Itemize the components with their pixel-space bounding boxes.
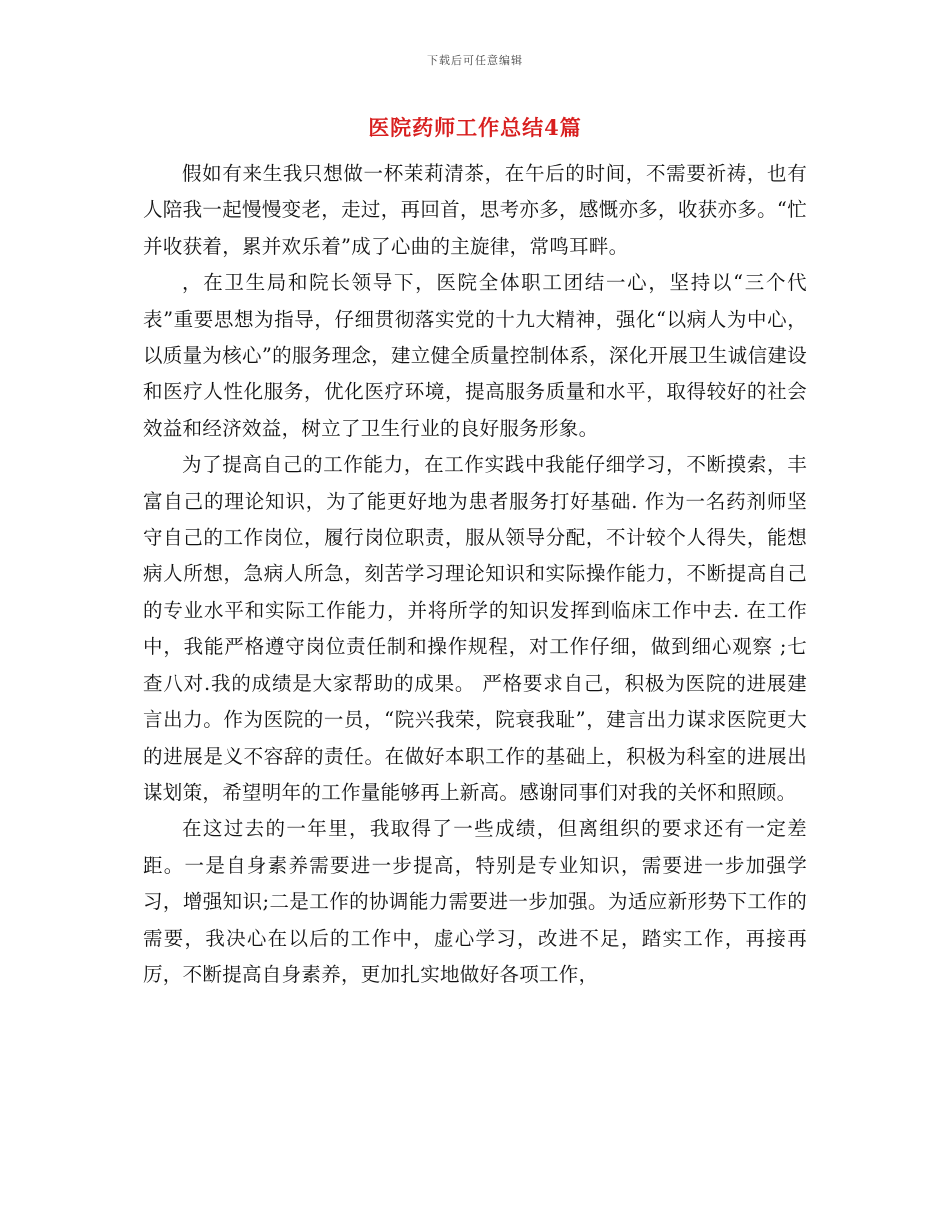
document-body	[143, 156, 807, 993]
document-title: 医院药师工作总结4篇	[368, 115, 582, 140]
paragraph-3: 为了提高自己的工作能力，在工作实践中我能仔细学习，不断摸索，丰富自己的理论知识，为了能更好地为患者服务打好基础. 作为一名药剂师坚守自己的工作岗位，履行岗位职责，服从领导分配，不计较个人得失，能想病人所想，急病人所急，刻苦学习理论知识和实际操作能力，不断提高自己的专业水平和实际工作能力，并将所学的知识发挥到临床工作中去. 在工作中，我能严格遵守岗位责任制和操作规程，对工作仔细，做到细心观察 ;七查八对.我的成绩是大家帮助的成果。 严格要求自己，积极为医院的进展建言出力。作为医院的一员，“院兴我荣，院衰我耻”，建言出力谋求医院更大的进展是义不容辞的责任。在做好本职工作的基础上，积极为科室的进展出谋划策，希望明年的工作量能够再上新高。感谢同事们对我的关怀和照顾。	[143, 453, 807, 804]
paragraph-1: 假如有来生我只想做一杯茉莉清茶，在午后的时间，不需要祈祷，也有人陪我一起慢慢变老，走过，再回首，思考亦多，感慨亦多，收获亦多。“忙并收获着，累并欢乐着”成了心曲的主旋律，常鸣耳畔。	[143, 162, 807, 258]
paragraph-2: ，在卫生局和院长领导下，医院全体职工团结一心，坚持以“三个代表”重要思想为指导，仔细贯彻落实党的十九大精神，强化“以病人为中心，以质量为核心”的服务理念，建立健全质量控制体系，深化开展卫生诚信建设和医疗人性化服务，优化医疗环境，提高服务质量和水平，取得较好的社会效益和经济效益，树立了卫生行业的良好服务形象。	[143, 271, 807, 440]
header-note: 下载后可任意编辑	[427, 54, 523, 67]
paragraph-4: 在这过去的一年里，我取得了一些成绩，但离组织的要求还有一定差距。一是自身素养需要进一步提高，特别是专业知识，需要进一步加强学习，增强知识;二是工作的协调能力需要进一步加强。为适应新形势下工作的需要，我决心在以后的工作中，虚心学习，改进不足，踏实工作，再接再厉，不断提高自身素养，更加扎实地做好各项工作，	[143, 817, 807, 986]
